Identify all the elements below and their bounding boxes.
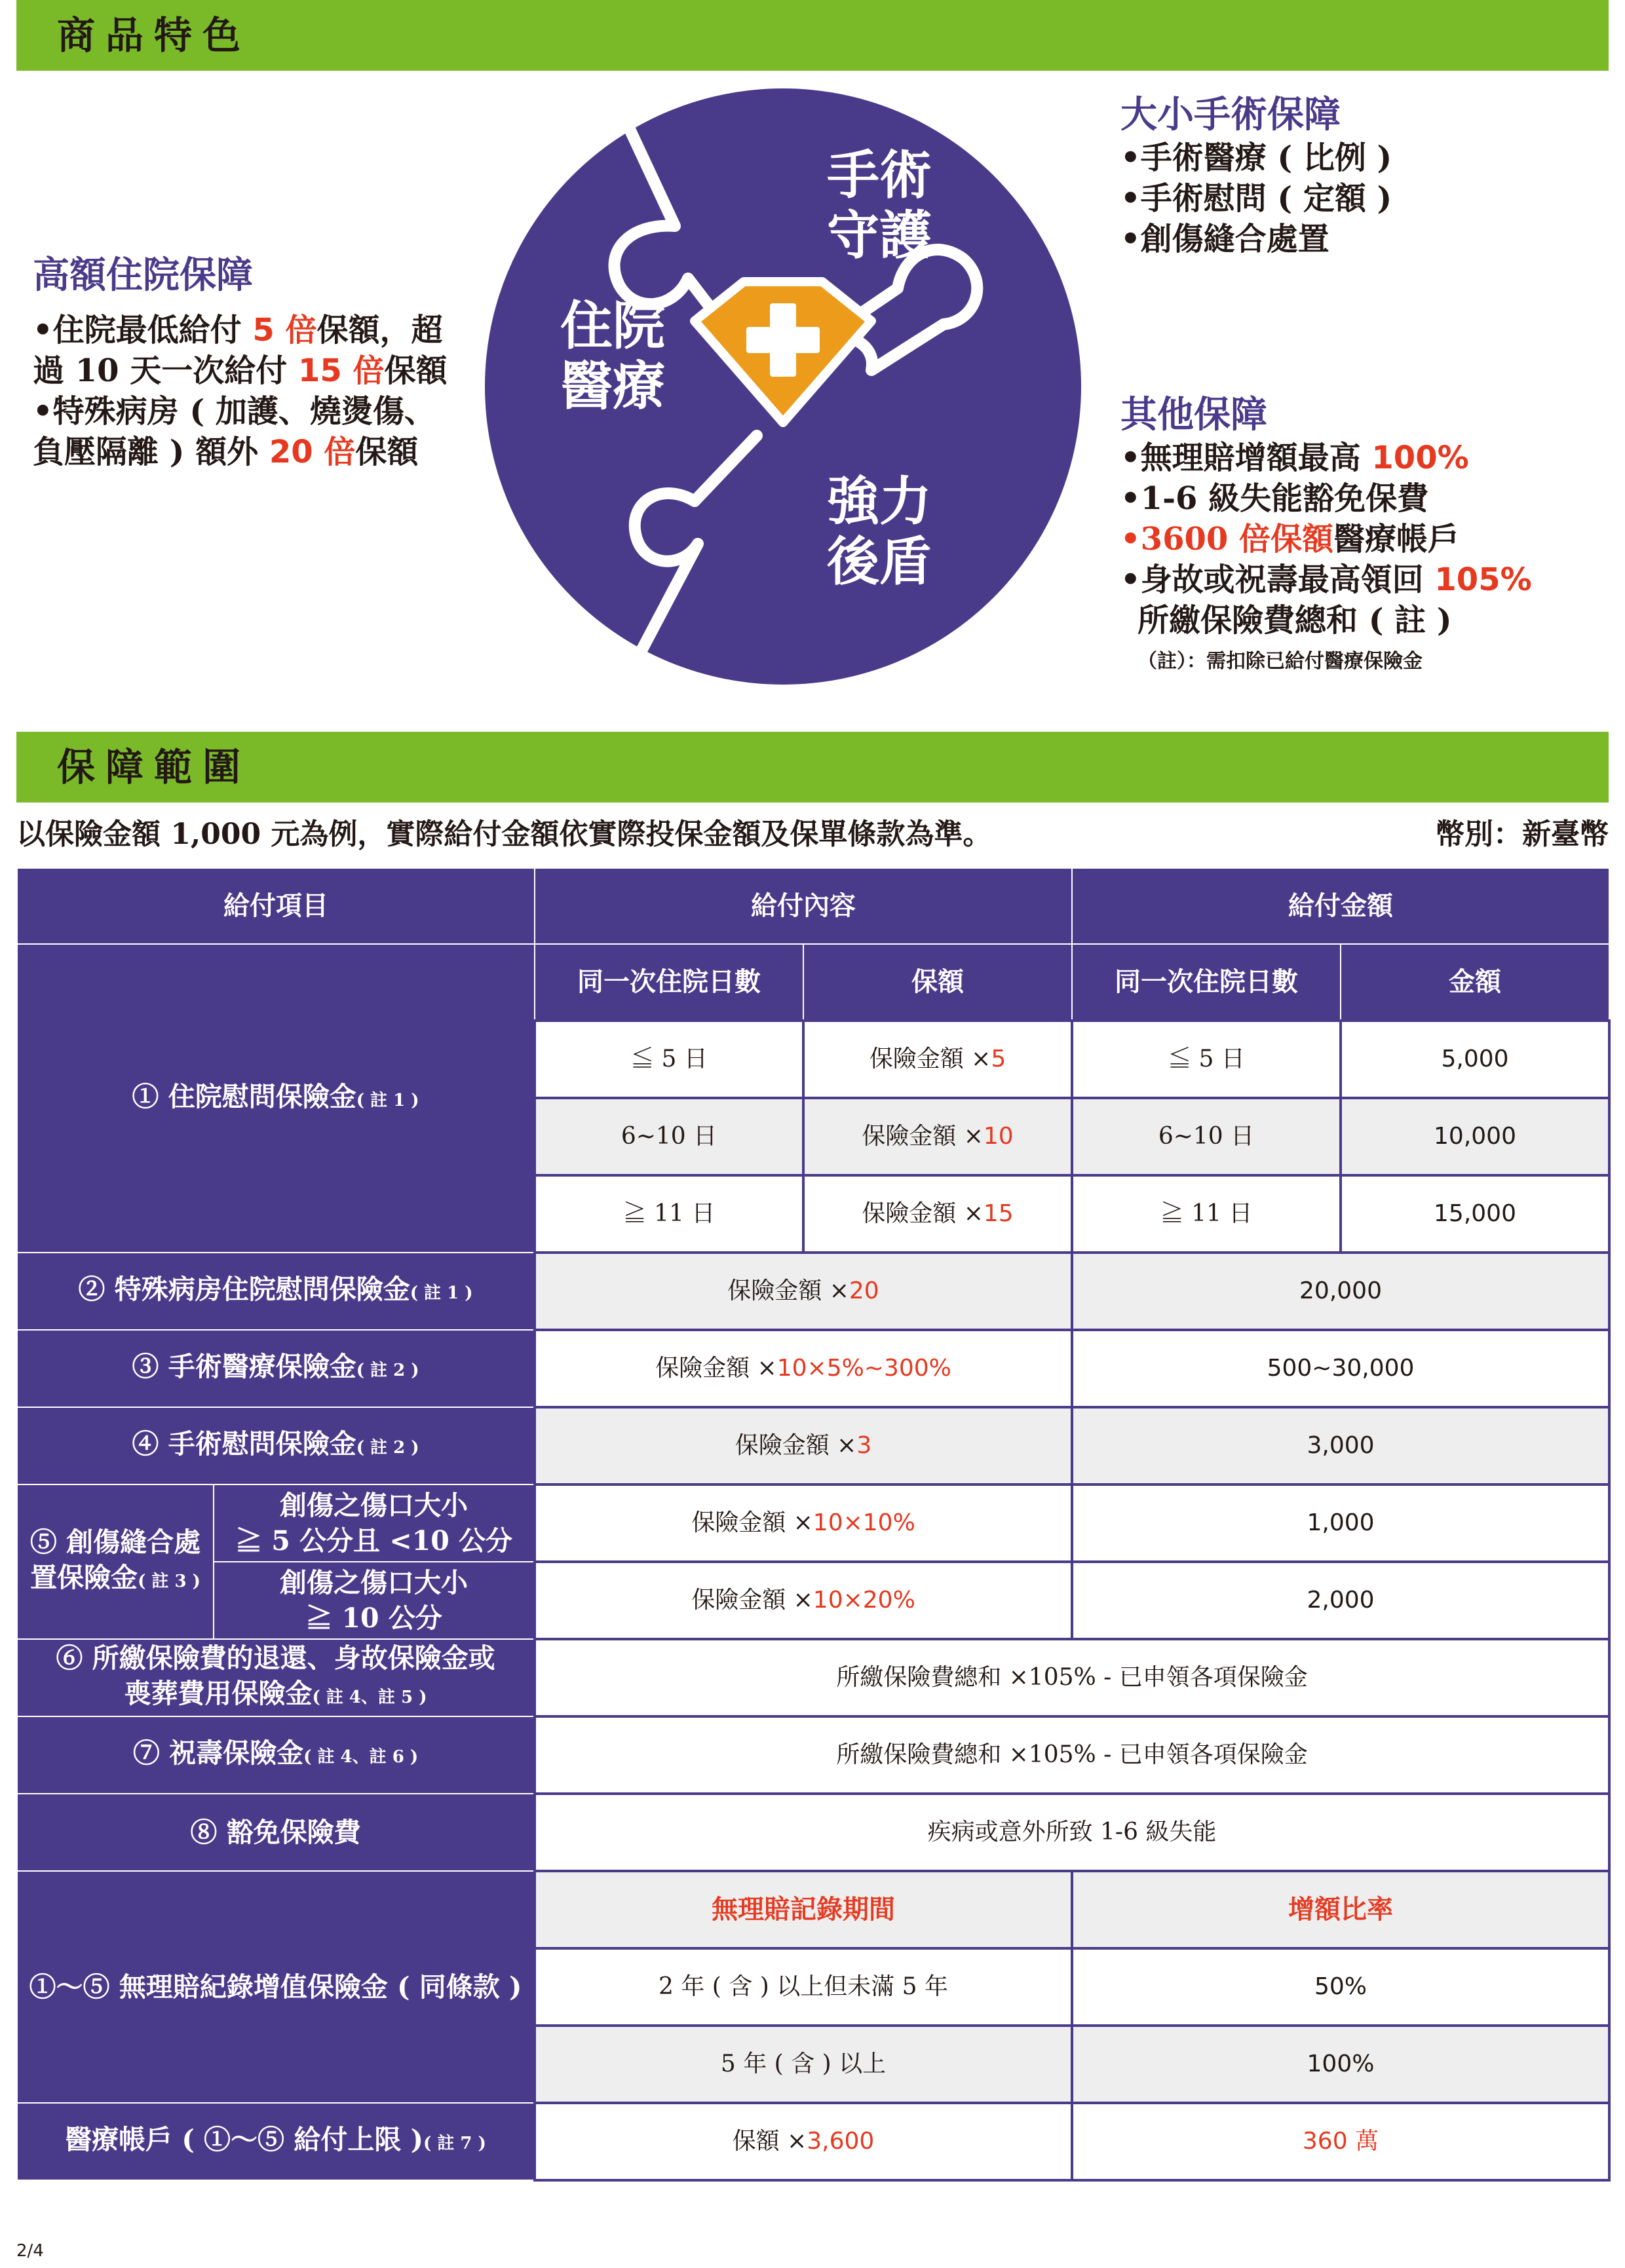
cell-days: ≦ 5 日	[535, 1021, 803, 1098]
header-content: 給付內容	[535, 868, 1072, 944]
puzzle-label-left-2: 醫療	[560, 355, 665, 417]
section-title: 商品特色	[57, 13, 252, 58]
cell-period: 5 年 ( 含 ) 以上	[535, 2026, 1072, 2103]
cell-content: 保險金額 ×10×20%	[535, 1562, 1072, 1639]
table-row	[17, 1871, 1609, 1948]
row-label-no-claim-bonus: ①～⑤ 無理賠紀錄增值保險金 ( 同條款 )	[17, 1871, 535, 2103]
cell-days: ≧ 11 日	[1072, 1175, 1341, 1253]
row-label-special-ward: ② 特殊病房住院慰問保險金( 註 1 )	[17, 1253, 535, 1330]
cell-content: 所繳保險費總和 ×105% - 已申領各項保險金	[535, 1639, 1609, 1716]
row-label-medical-account: 醫療帳戶 ( ①～⑤ 給付上限 )( 註 7 )	[17, 2103, 535, 2180]
feature-other-line: 所繳保險費總和 ( 註 )	[1138, 602, 1452, 639]
caption-currency: 幣別：新臺幣	[1436, 818, 1609, 851]
subheader-amount: 金額	[1341, 944, 1609, 1021]
coverage-table	[16, 867, 1611, 2182]
header-amount: 給付金額	[1072, 868, 1609, 944]
table-row	[17, 1484, 1609, 1562]
feature-other-line: •身故或祝壽最高領回 105%	[1120, 561, 1532, 598]
puzzle-label-top-1: 手術	[827, 144, 932, 206]
subheader-days: 同一次住院日數	[1072, 944, 1341, 1021]
section-header-coverage	[16, 732, 1609, 803]
cell-days: ≦ 5 日	[1072, 1021, 1341, 1098]
cell-days: ≧ 11 日	[535, 1175, 803, 1253]
section-header-features	[16, 0, 1609, 71]
table-row	[17, 1794, 1609, 1871]
puzzle-label-bottom-1: 強力	[827, 470, 932, 532]
cell-amount: 15,000	[1341, 1175, 1609, 1253]
page-number: 2/4	[16, 2241, 44, 2261]
cell-multiplier: 保險金額 ×15	[803, 1175, 1072, 1253]
feature-hospital-line: •特殊病房 ( 加護、燒燙傷、	[33, 393, 436, 430]
feature-hospital-line: 負壓隔離 ) 額外 20 倍保額	[33, 434, 419, 470]
feature-surgery-item: •手術慰問 ( 定額 )	[1120, 180, 1392, 217]
feature-surgery	[1120, 92, 1579, 259]
feature-surgery-title: 大小手術保障	[1120, 93, 1341, 136]
puzzle-circle-graphic	[478, 82, 1088, 691]
feature-hospital-title: 高額住院保障	[33, 254, 253, 297]
row-label-hospital: ① 住院慰問保險金( 註 1 )	[17, 944, 535, 1253]
feature-surgery-item: •創傷縫合處置	[1120, 221, 1329, 257]
cell-amount: 20,000	[1072, 1253, 1609, 1330]
row-sublabel-wound-small: 創傷之傷口大小 ≧ 5 公分且 <10 公分	[214, 1484, 535, 1562]
table-row	[17, 1253, 1609, 1330]
feature-other-line: •1-6 級失能豁免保費	[1120, 480, 1429, 517]
cell-amount: 5,000	[1341, 1021, 1609, 1098]
puzzle-label-left-1: 住院	[560, 295, 665, 356]
row-label-wound-suture: ⑤ 創傷縫合處置保險金( 註 3 )	[17, 1484, 214, 1639]
row-label-waiver: ⑧ 豁免保險費	[17, 1794, 535, 1871]
cell-content: 保額 ×3,600	[535, 2103, 1072, 2180]
table-row	[17, 1407, 1609, 1484]
cell-content: 疾病或意外所致 1-6 級失能	[535, 1794, 1609, 1871]
row-sublabel-wound-large: 創傷之傷口大小 ≧ 10 公分	[214, 1562, 535, 1639]
cell-content: 保險金額 ×10×10%	[535, 1484, 1072, 1562]
section-title: 保障範圍	[57, 745, 252, 789]
coverage-caption	[16, 815, 1609, 854]
row-label-surgery-comfort: ④ 手術慰問保險金( 註 2 )	[17, 1407, 535, 1484]
cell-content: 保險金額 ×20	[535, 1253, 1072, 1330]
feature-other-title: 其他保障	[1120, 393, 1267, 436]
cell-multiplier: 保險金額 ×10	[803, 1098, 1072, 1175]
table-row	[17, 2103, 1609, 2180]
feature-hospital-line: 過 10 天一次給付 15 倍保額	[33, 352, 448, 389]
table-row	[17, 1639, 1609, 1716]
cell-content: 所繳保險費總和 ×105% - 已申領各項保險金	[535, 1716, 1609, 1794]
cell-amount: 2,000	[1072, 1562, 1609, 1639]
subheader-days: 同一次住院日數	[535, 944, 803, 1021]
row-label-surgery-medical: ③ 手術醫療保險金( 註 2 )	[17, 1330, 535, 1407]
cell-amount: 10,000	[1341, 1098, 1609, 1175]
puzzle-label-bottom-2: 後盾	[827, 531, 932, 592]
cell-rate: 100%	[1072, 2026, 1609, 2103]
header-item: 給付項目	[17, 868, 535, 944]
cell-multiplier: 保險金額 ×5	[803, 1021, 1072, 1098]
row-label-refund-death: ⑥ 所繳保險費的退還、身故保險金或 喪葬費用保險金( 註 4、註 5 )	[17, 1639, 535, 1716]
cell-days: 6~10 日	[535, 1098, 803, 1175]
cell-amount: 500~30,000	[1072, 1330, 1609, 1407]
row-label-longevity: ⑦ 祝壽保險金( 註 4、註 6 )	[17, 1716, 535, 1794]
cell-content: 保險金額 ×10×5%~300%	[535, 1330, 1072, 1407]
feature-hospital-line: •住院最低給付 5 倍保額，超	[33, 312, 443, 349]
subheader-coverage: 保額	[803, 944, 1072, 1021]
subheader-period: 無理賠記錄期間	[535, 1871, 1072, 1948]
table-row	[17, 944, 1609, 1021]
cell-content: 保險金額 ×3	[535, 1407, 1072, 1484]
cell-amount: 3,000	[1072, 1407, 1609, 1484]
cell-days: 6~10 日	[1072, 1098, 1341, 1175]
cell-amount: 1,000	[1072, 1484, 1609, 1562]
caption-basis: 以保險金額 1,000 元為例，實際給付金額依實際投保金額及保單條款為準。	[16, 818, 992, 851]
feature-hospital	[33, 252, 478, 472]
cell-period: 2 年 ( 含 ) 以上但未滿 5 年	[535, 1948, 1072, 2026]
feature-other-footnote: （註）：需扣除已給付醫療保險金	[1138, 650, 1423, 673]
table-header-row	[17, 868, 1609, 944]
subheader-rate: 增額比率	[1072, 1871, 1609, 1948]
feature-other-line: •無理賠增額最高 100%	[1120, 440, 1469, 476]
cell-rate: 50%	[1072, 1948, 1609, 2026]
table-row	[17, 1330, 1609, 1407]
table-row	[17, 1562, 1609, 1639]
feature-surgery-item: •手術醫療 ( 比例 )	[1120, 140, 1392, 176]
feature-other-line: •3600 倍保額醫療帳戶	[1120, 521, 1460, 558]
feature-other	[1120, 392, 1605, 675]
cell-amount: 360 萬	[1072, 2103, 1609, 2180]
puzzle-label-top-2: 守護	[827, 204, 932, 266]
table-row	[17, 1716, 1609, 1794]
